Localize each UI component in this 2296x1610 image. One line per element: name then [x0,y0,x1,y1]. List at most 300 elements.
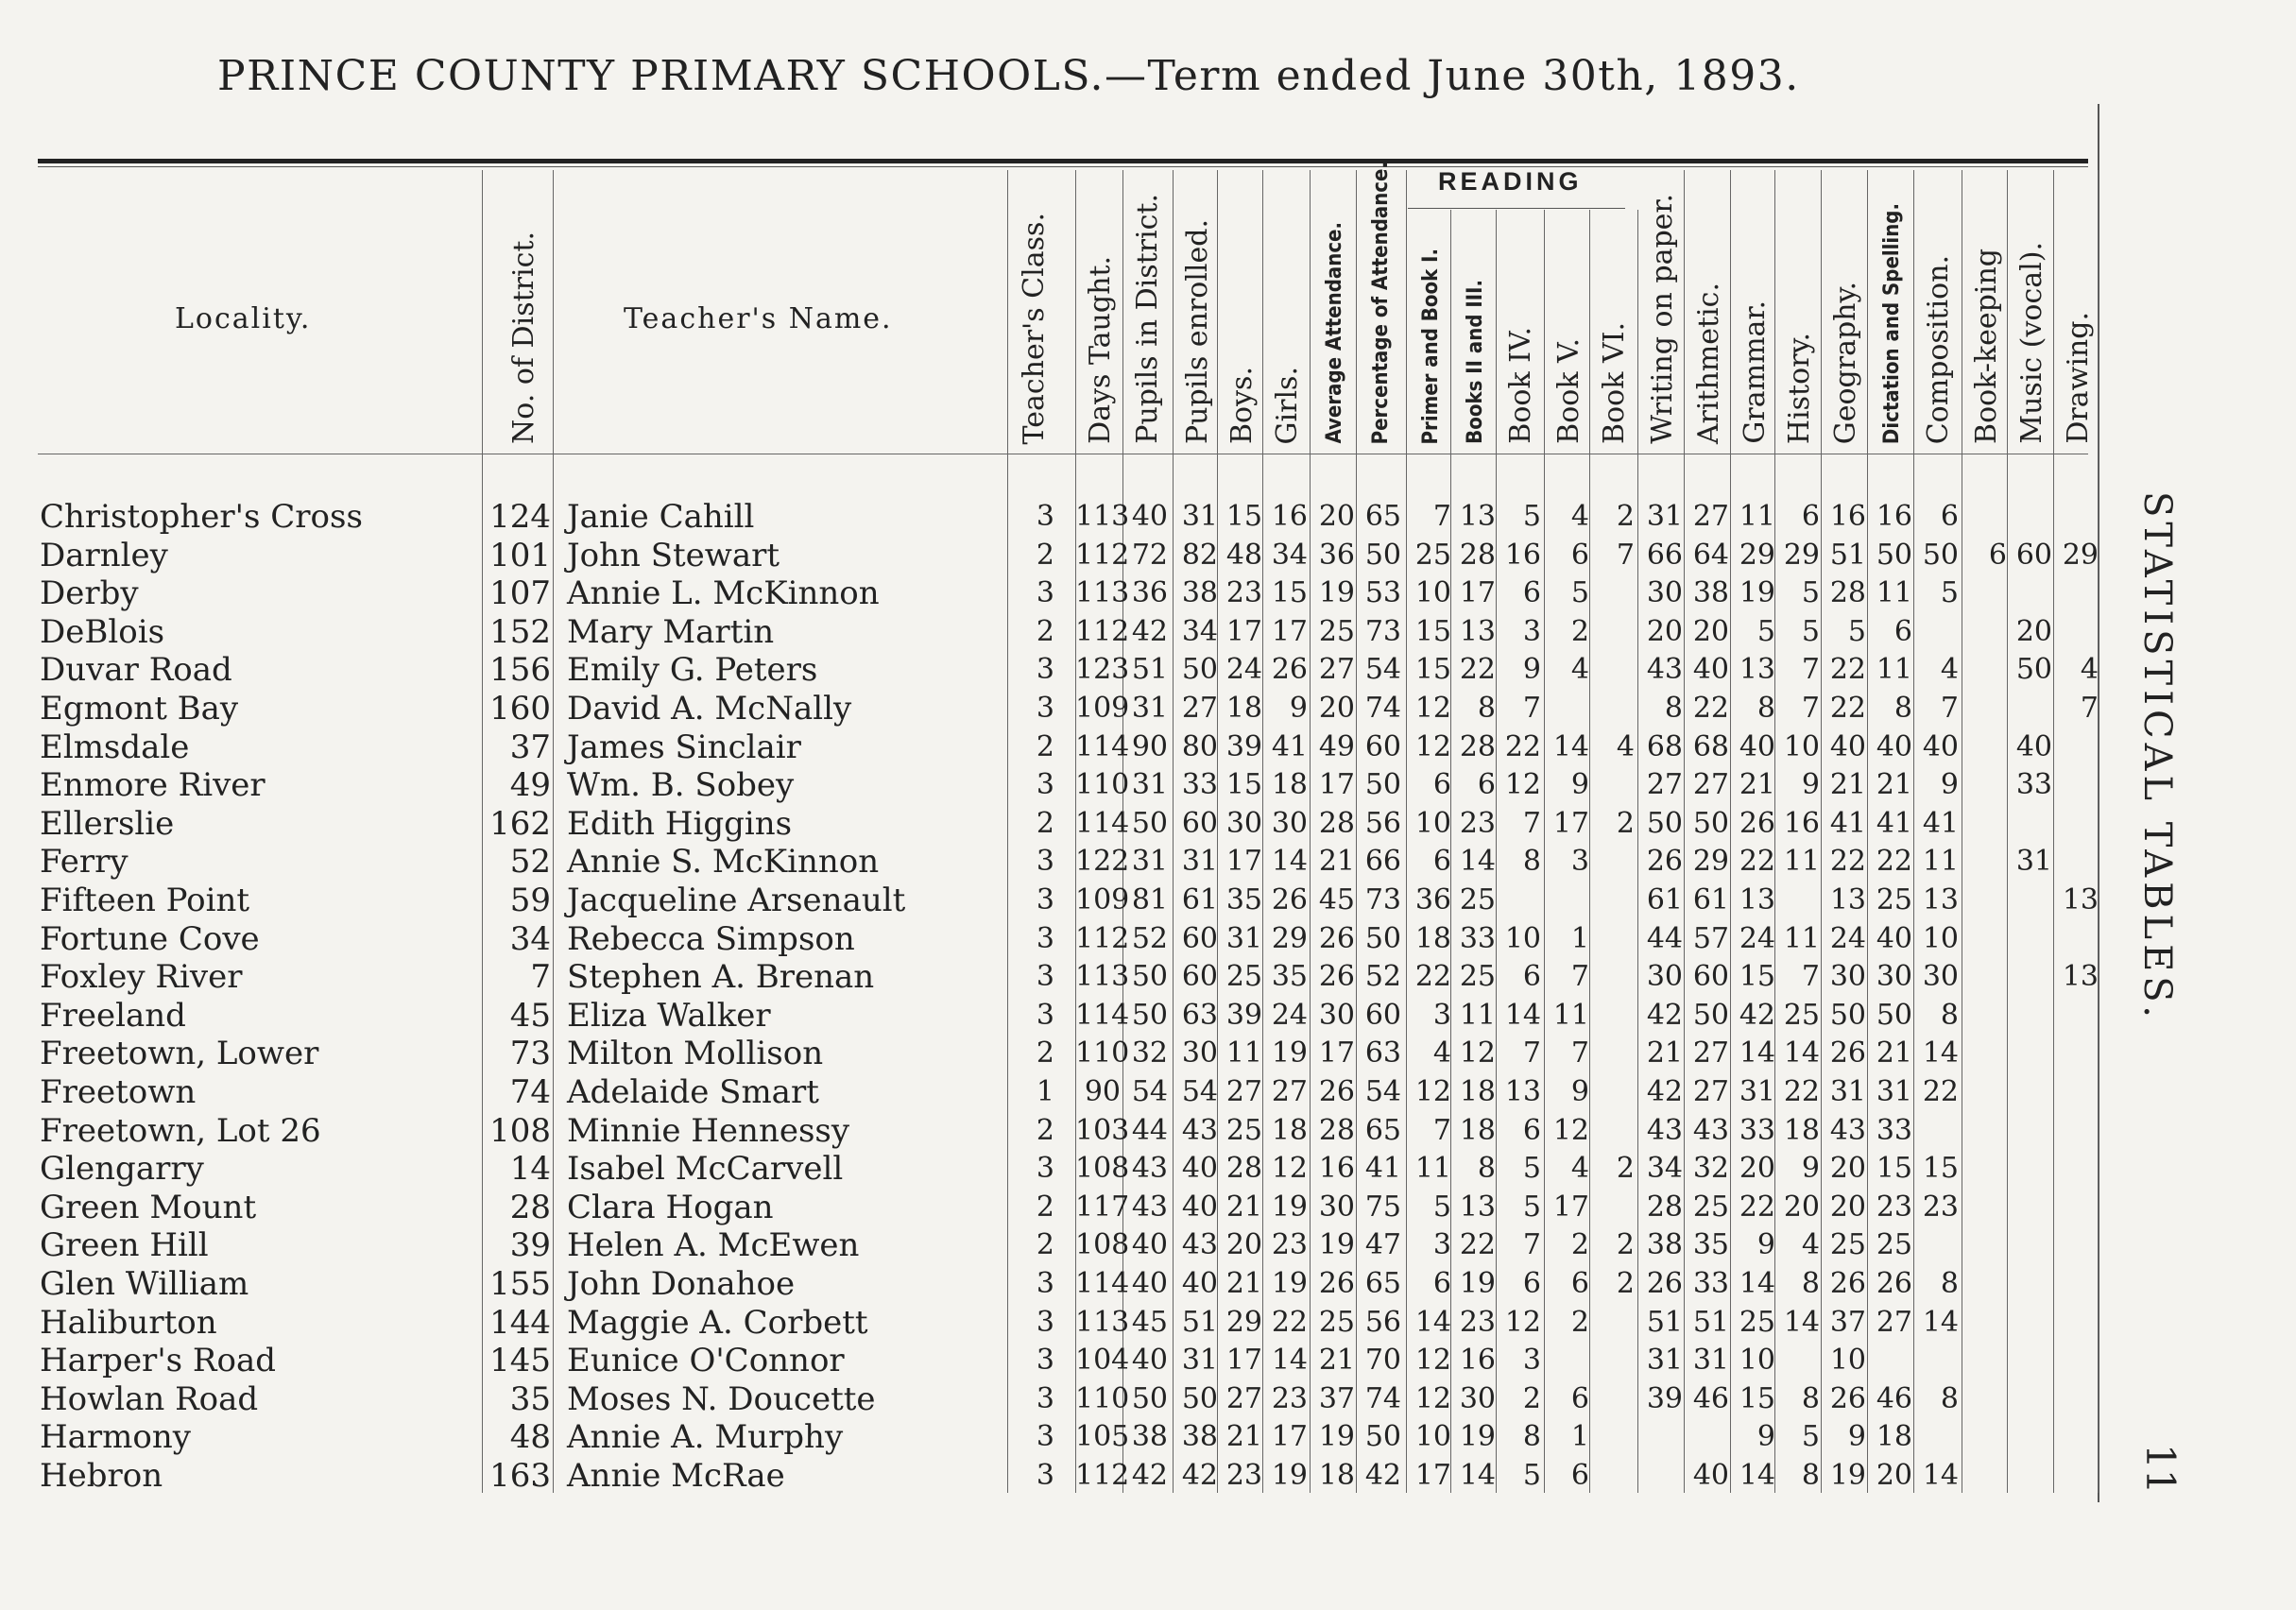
column-header-label: Music (vocal). [2014,242,2048,444]
value-cell: 68 [1646,729,1683,763]
column-header-label: Writing on paper. [1645,194,1679,444]
value-cell: 60 [1181,921,1218,955]
value-cell: 10 [1783,729,1820,763]
value-cell: 21 [1225,1267,1262,1300]
value-cell: 5 [1801,1420,1820,1454]
value-cell: 12 [1414,1344,1451,1378]
value-cell: 28 [1318,1113,1355,1147]
value-cell: 6 [1522,1267,1541,1300]
value-cell: 15 [1225,500,1262,533]
value-cell: 103 [1075,1113,1130,1147]
table-row [0,1304,2107,1342]
value-cell: 4 [2080,653,2099,687]
value-cell: 38 [1131,1420,1168,1454]
value-cell: 72 [1131,538,1168,572]
district-number-cell: 162 [489,804,551,843]
value-cell: 16 [1876,500,1912,533]
locality-cell: Duvar Road [40,651,232,690]
value-cell: 10 [1414,576,1451,610]
value-cell: 26 [1829,1381,1866,1415]
table-row [0,1112,2107,1150]
value-cell: 23 [1271,1228,1308,1262]
value-cell: 7 [1432,500,1451,533]
value-cell: 63 [1364,1036,1401,1070]
value-cell: 2 [1036,729,1054,763]
value-cell: 11 [1783,845,1820,879]
district-number-cell: 101 [489,536,551,574]
value-cell: 39 [1225,729,1262,763]
value-cell: 60 [1364,998,1401,1032]
value-cell: 1 [1570,921,1589,955]
value-cell: 40 [1739,729,1775,763]
value-cell: 80 [1181,729,1218,763]
value-cell: 90 [1131,729,1168,763]
value-cell: 17 [1225,614,1262,648]
value-cell: 90 [1084,1075,1121,1108]
value-cell: 8 [1940,1267,1959,1300]
locality-cell: Ferry [40,843,129,882]
district-number-cell: 73 [509,1035,551,1073]
column-header-label: History. [1782,332,1816,444]
value-cell: 14 [1271,845,1308,879]
locality-cell: Ellerslie [40,804,175,843]
value-cell: 34 [1646,1152,1683,1186]
value-cell: 68 [1692,729,1729,763]
value-cell: 41 [1922,806,1959,840]
value-cell: 50 [1692,806,1729,840]
value-cell: 109 [1075,692,1130,725]
value-cell: 60 [1364,729,1401,763]
district-number-cell: 45 [509,996,551,1035]
value-cell: 12 [1414,729,1451,763]
value-cell: 31 [1131,845,1168,879]
header-teacher-name: Teacher's Name. [624,302,893,335]
value-cell: 110 [1075,768,1130,802]
value-cell: 61 [1646,883,1683,916]
value-cell: 3 [1036,921,1054,955]
value-cell: 3 [1036,653,1054,687]
value-cell: 30 [1181,1036,1218,1070]
value-cell: 54 [1364,653,1401,687]
value-cell: 35 [1692,1228,1729,1262]
value-cell: 14 [1922,1036,1959,1070]
value-cell: 11 [1876,576,1912,610]
table-row [0,1226,2107,1264]
value-cell: 108 [1075,1152,1130,1186]
value-cell: 113 [1075,960,1130,994]
value-cell: 7 [1570,1036,1589,1070]
value-cell: 22 [1692,692,1729,725]
value-cell: 27 [1225,1075,1262,1108]
value-cell: 6 [1432,845,1451,879]
value-cell: 27 [1181,692,1218,725]
value-cell: 21 [1876,1036,1912,1070]
value-cell: 109 [1075,883,1130,916]
value-cell: 17 [1318,1036,1355,1070]
value-cell: 26 [1318,1267,1355,1300]
value-cell: 50 [1829,998,1866,1032]
value-cell: 13 [1459,614,1496,648]
value-cell: 40 [1131,1228,1168,1262]
table-row [0,882,2107,919]
teacher-name-cell: Wm. B. Sobey [567,766,795,805]
value-cell: 52 [1131,921,1168,955]
value-cell: 51 [1829,538,1866,572]
district-number-cell: 156 [489,651,551,690]
value-cell: 19 [1271,1459,1308,1492]
value-cell: 114 [1075,806,1130,840]
value-cell: 22 [1459,1228,1496,1262]
value-cell: 25 [1829,1228,1866,1262]
value-cell: 33 [1459,921,1496,955]
side-title: STATISTICAL TABLES. [2135,491,2179,1022]
value-cell: 6 [1477,768,1496,802]
table-row [0,997,2107,1035]
column-header [1408,170,1453,444]
teacher-name-cell: Stephen A. Brenan [567,958,875,997]
value-cell: 4 [1432,1036,1451,1070]
value-cell: 5 [1522,1152,1541,1186]
value-cell: 40 [1131,500,1168,533]
value-cell: 112 [1075,921,1130,955]
district-number-cell: 124 [489,498,551,536]
column-header-label: Book V. [1551,338,1585,444]
value-cell: 54 [1181,1075,1218,1108]
header-locality: Locality. [175,302,312,335]
value-cell: 41 [1364,1152,1401,1186]
column-header [1591,219,1636,444]
value-cell: 40 [1692,653,1729,687]
value-cell: 27 [1318,653,1355,687]
value-cell: 7 [1522,806,1541,840]
value-cell: 19 [1739,576,1775,610]
value-cell: 64 [1692,538,1729,572]
locality-cell: Freetown, Lower [40,1035,319,1073]
table-row [0,613,2107,651]
table-row [0,1418,2107,1456]
value-cell: 43 [1181,1113,1218,1147]
value-cell: 8 [1940,998,1959,1032]
locality-cell: Freetown, Lot 26 [40,1111,321,1150]
column-header [2009,170,2054,444]
value-cell: 40 [1876,729,1912,763]
value-cell: 51 [1131,653,1168,687]
value-cell: 7 [1432,1113,1451,1147]
locality-cell: DeBlois [40,612,165,651]
column-header [1311,170,1357,444]
header-district [501,170,546,444]
value-cell: 27 [1271,1075,1308,1108]
value-cell: 20 [1318,692,1355,725]
value-cell: 2 [1036,1036,1054,1070]
value-cell: 51 [1181,1305,1218,1339]
teacher-name-cell: Isabel McCarvell [567,1150,844,1189]
value-cell: 40 [1829,729,1866,763]
value-cell: 44 [1131,1113,1168,1147]
value-cell: 5 [1522,1190,1541,1224]
column-header-label: Book VI. [1597,322,1631,444]
value-cell: 8 [1801,1267,1820,1300]
value-cell: 61 [1181,883,1218,916]
value-cell: 20 [1829,1152,1866,1186]
locality-cell: Fortune Cove [40,919,260,958]
locality-cell: Glengarry [40,1150,204,1189]
value-cell: 43 [1646,1113,1683,1147]
table-row [0,651,2107,689]
district-number-cell: 7 [530,958,551,997]
value-cell: 3 [1036,1305,1054,1339]
value-cell: 40 [1131,1267,1168,1300]
value-cell: 48 [1225,538,1262,572]
value-cell: 105 [1075,1420,1130,1454]
value-cell: 43 [1131,1190,1168,1224]
value-cell: 50 [1364,538,1401,572]
value-cell: 15 [1739,1381,1775,1415]
value-cell: 19 [1459,1267,1496,1300]
value-cell: 2 [1616,1228,1635,1262]
column-header [1124,170,1170,444]
district-number-cell: 14 [509,1150,551,1189]
district-number-cell: 39 [509,1226,551,1265]
value-cell: 33 [2015,768,2052,802]
value-cell: 22 [1783,1075,1820,1108]
value-cell: 19 [1271,1036,1308,1070]
table-row [0,843,2107,881]
value-cell: 13 [1739,883,1775,916]
teacher-name-cell: Annie L. McKinnon [567,574,880,613]
value-cell: 39 [1646,1381,1683,1415]
value-cell: 20 [1692,614,1729,648]
value-cell: 3 [1036,960,1054,994]
district-number-cell: 28 [509,1188,551,1226]
value-cell: 18 [1783,1113,1820,1147]
value-cell: 21 [1318,1344,1355,1378]
column-header-label: Girls. [1270,366,1304,444]
value-cell: 33 [1739,1113,1775,1147]
value-cell: 1 [1570,1420,1589,1454]
locality-cell: Egmont Bay [40,690,239,728]
value-cell: 9 [1940,768,1959,802]
value-cell: 14 [1552,729,1589,763]
value-cell: 12 [1552,1113,1589,1147]
value-cell: 20 [1318,500,1355,533]
value-cell: 7 [2080,692,2099,725]
value-cell: 20 [1876,1459,1912,1492]
column-header-label: Boys. [1225,367,1259,444]
teacher-name-cell: Mary Martin [567,612,775,651]
value-cell: 37 [1829,1305,1866,1339]
value-cell: 3 [1036,768,1054,802]
value-cell: 47 [1364,1228,1401,1262]
value-cell: 117 [1075,1190,1130,1224]
column-header-label: Book-keeping [1969,248,2003,444]
value-cell: 18 [1318,1459,1355,1492]
value-cell: 66 [1364,845,1401,879]
value-cell: 15 [1271,576,1308,610]
value-cell: 8 [1940,1381,1959,1415]
value-cell: 2 [1616,500,1635,533]
value-cell: 14 [1739,1459,1775,1492]
value-cell: 50 [1181,653,1218,687]
value-cell: 22 [1504,729,1541,763]
value-cell: 113 [1075,576,1130,610]
value-cell: 11 [1783,921,1820,955]
value-cell: 26 [1876,1267,1912,1300]
value-cell: 25 [1876,1228,1912,1262]
column-header [1011,170,1056,444]
value-cell: 11 [1225,1036,1262,1070]
teacher-name-cell: Eunice O'Connor [567,1342,845,1380]
value-cell: 31 [1225,921,1262,955]
value-cell: 2 [1570,1305,1589,1339]
value-cell: 20 [2015,614,2052,648]
district-number-cell: 163 [489,1457,551,1495]
value-cell: 2 [1616,1152,1635,1186]
value-cell: 25 [1459,883,1496,916]
teacher-name-cell: John Stewart [567,536,780,574]
teacher-name-cell: Edith Higgins [567,804,793,843]
column-header [1219,170,1264,444]
value-cell: 31 [1739,1075,1775,1108]
value-cell: 108 [1075,1228,1130,1262]
value-cell: 16 [1504,538,1541,572]
value-cell: 28 [1646,1190,1683,1224]
value-cell: 14 [1271,1344,1308,1378]
value-cell: 20 [1646,614,1683,648]
page-number: 11 [2137,1444,2184,1495]
value-cell: 2 [1036,1228,1054,1262]
value-cell: 41 [1876,806,1912,840]
value-cell: 20 [1225,1228,1262,1262]
value-cell: 74 [1364,1381,1401,1415]
teacher-name-cell: Helen A. McEwen [567,1226,860,1265]
value-cell: 16 [1783,806,1820,840]
locality-cell: Green Hill [40,1226,209,1265]
value-cell: 27 [1876,1305,1912,1339]
value-cell: 40 [1131,1344,1168,1378]
value-cell: 114 [1075,729,1130,763]
value-cell: 1 [1036,1075,1054,1108]
district-number-cell: 74 [509,1073,551,1111]
value-cell: 11 [1876,653,1912,687]
value-cell: 7 [1522,1228,1541,1262]
value-cell: 22 [1739,1190,1775,1224]
value-cell: 8 [1801,1381,1820,1415]
value-cell: 14 [1459,845,1496,879]
value-cell: 3 [1432,1228,1451,1262]
value-cell: 16 [1271,500,1308,533]
value-cell: 24 [1271,998,1308,1032]
value-cell: 50 [1131,1381,1168,1415]
value-cell: 3 [1036,1459,1054,1492]
value-cell: 6 [1570,1459,1589,1492]
value-cell: 6 [1893,614,1912,648]
table-row [0,574,2107,612]
value-cell: 24 [1829,921,1866,955]
value-cell: 17 [1552,1190,1589,1224]
value-cell: 65 [1364,500,1401,533]
value-cell: 9 [1847,1420,1866,1454]
value-cell: 50 [1692,998,1729,1032]
value-cell: 75 [1364,1190,1401,1224]
value-cell: 50 [1646,806,1683,840]
value-cell: 8 [1756,692,1775,725]
value-cell: 36 [1318,538,1355,572]
value-cell: 26 [1739,806,1775,840]
value-cell: 61 [1692,883,1729,916]
value-cell: 22 [1922,1075,1959,1108]
value-cell: 50 [1922,538,1959,572]
column-header-label: Books II and III. [1463,280,1487,444]
value-cell: 11 [1414,1152,1451,1186]
district-number-cell: 160 [489,690,551,728]
value-cell: 31 [1131,768,1168,802]
value-cell: 11 [1459,998,1496,1032]
value-cell: 29 [1271,921,1308,955]
value-cell: 2 [1616,1267,1635,1300]
value-cell: 3 [1432,998,1451,1032]
value-cell: 17 [1459,576,1496,610]
value-cell: 5 [1522,500,1541,533]
teacher-name-cell: David A. McNally [567,690,852,728]
value-cell: 41 [1829,806,1866,840]
value-cell: 15 [1876,1152,1912,1186]
column-header-label: Book IV. [1503,327,1537,444]
value-cell: 9 [1756,1228,1775,1262]
value-cell: 23 [1225,1459,1262,1492]
value-cell: 9 [1756,1420,1775,1454]
value-cell: 12 [1414,692,1451,725]
value-cell: 56 [1364,806,1401,840]
value-cell: 26 [1829,1036,1866,1070]
value-cell: 50 [2015,653,2052,687]
value-cell: 14 [1783,1305,1820,1339]
value-cell: 12 [1459,1036,1496,1070]
value-cell: 19 [1318,1420,1355,1454]
table-row [0,1189,2107,1226]
value-cell: 22 [1739,845,1775,879]
value-cell: 21 [1318,845,1355,879]
value-cell: 19 [1318,576,1355,610]
value-cell: 18 [1271,768,1308,802]
value-cell: 29 [2062,538,2099,572]
value-cell: 45 [1318,883,1355,916]
value-cell: 10 [1829,1344,1866,1378]
top-rule [38,159,2088,163]
locality-cell: Green Mount [40,1188,257,1226]
value-cell: 22 [1829,845,1866,879]
value-cell: 54 [1364,1075,1401,1108]
column-header-label: Grammar. [1738,300,1772,444]
value-cell: 112 [1075,538,1130,572]
value-cell: 31 [1181,845,1218,879]
value-cell: 19 [1829,1459,1866,1492]
column-header [1452,219,1498,444]
value-cell: 4 [1940,653,1959,687]
column-header [1358,161,1403,444]
value-cell: 29 [1783,538,1820,572]
teacher-name-cell: Jacqueline Arsenault [567,882,906,919]
value-cell: 4 [1570,1152,1589,1186]
value-cell: 22 [1876,845,1912,879]
value-cell: 3 [1036,1267,1054,1300]
value-cell: 110 [1075,1036,1130,1070]
value-cell: 52 [1364,960,1401,994]
locality-cell: Christopher's Cross [40,498,363,536]
value-cell: 25 [1318,1305,1355,1339]
value-cell: 29 [1739,538,1775,572]
value-cell: 34 [1181,614,1218,648]
